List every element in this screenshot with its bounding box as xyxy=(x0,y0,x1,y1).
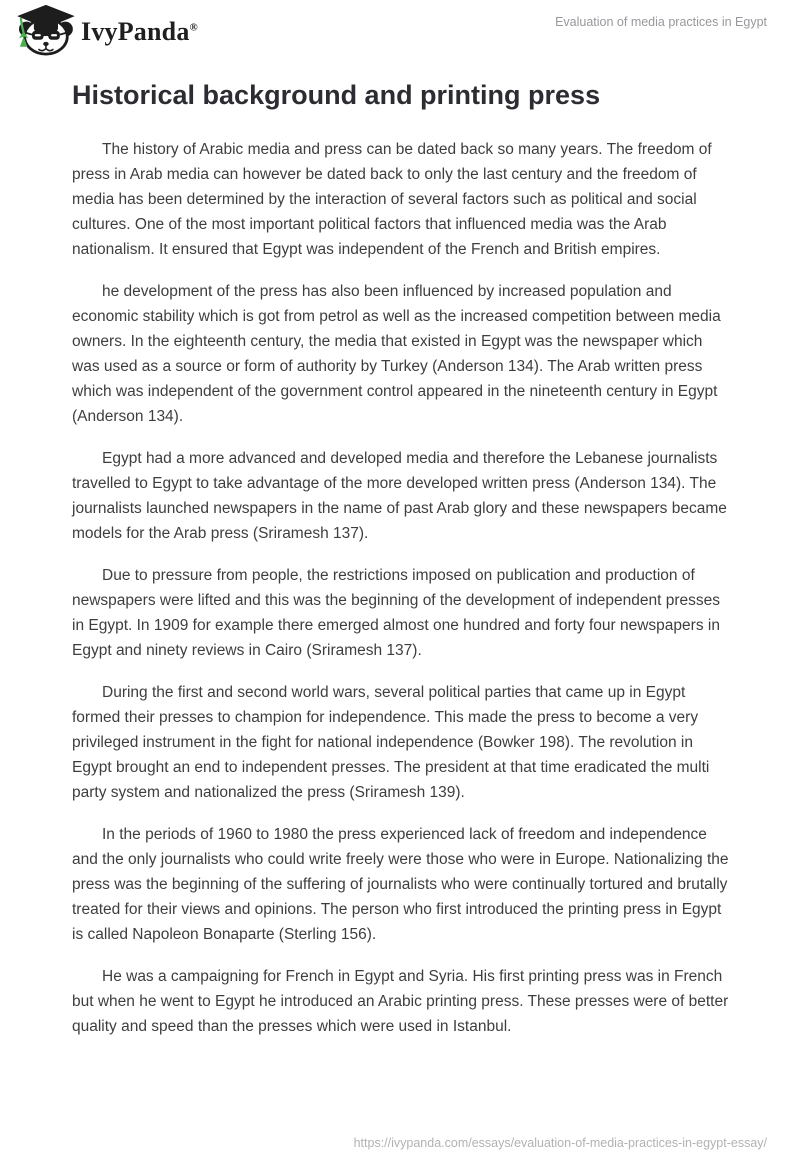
document-title: Evaluation of media practices in Egypt xyxy=(555,15,767,29)
paragraph-6: In the periods of 1960 to 1980 the press experienced lack of freedom and independence and the only journalists who could write freely were those who were in Europe. Nationalizing the press was the beginning of the suffering of journalists who were continually tortured and brutally treated for their views and opinions. The person who first introduced the printing press in Egypt is called Napoleon Bonaparte (Sterling 156). xyxy=(72,826,729,943)
paragraph-7: He was a campaigning for French in Egypt and Syria. His first printing press was in French but when he went to Egypt he introduced an Arabic printing press. These presses were of better quality and speed than the presses which were used in Istanbul. xyxy=(72,968,729,1035)
source-url-link[interactable]: https://ivypanda.com/essays/evaluation-of-media-practices-in-egypt-essay/ xyxy=(353,1136,767,1150)
ivypanda-brand[interactable] xyxy=(14,4,198,56)
panda-graduation-cap-icon xyxy=(14,4,76,56)
brand-wordmark: IvyPanda xyxy=(81,17,190,46)
section-heading: Historical background and printing press xyxy=(72,80,601,110)
page-footer xyxy=(354,1136,767,1150)
paragraph-1: The history of Arabic media and press can be dated back so many years. The freedom of press in Arab media can however be dated back to only the last century and the freedom of media has been determined by the interaction of several factors such as political and social cultures. One of the most important political factors that influenced media was the Arab nationalism. It ensured that Egypt was independent of the French and British empires. xyxy=(72,141,712,258)
brand-name xyxy=(81,15,198,45)
paragraph-4: Due to pressure from people, the restrictions imposed on publication and production of newspapers were lifted and this was the beginning of the development of independent presses in Egypt. In 1909 for example there emerged almost one hundred and forty four newspapers in Egypt and ninety reviews in Cairo (Sriramesh 137). xyxy=(72,567,720,659)
paragraph-2: he development of the press has also been influenced by increased population and economic stability which is got from petrol as well as the increased competition between media owners. In the eighteenth century, the media that existed in Egypt was the newspaper which was used as a source or form of authority by Turkey (Anderson 134). The Arab written press which was independent of the government control appeared in the nineteenth century in Egypt (Anderson 134). xyxy=(72,283,721,425)
paragraph-3: Egypt had a more advanced and developed media and therefore the Lebanese journalists travelled to Egypt to take advantage of the more developed written press (Anderson 134). The journalists launched newspapers in the name of past Arab glory and these newspapers became models for the Arab press (Sriramesh 137). xyxy=(72,450,727,542)
essay-content xyxy=(0,80,734,1039)
registered-trademark-symbol: ® xyxy=(189,21,198,34)
paragraph-5: During the first and second world wars, several political parties that came up in Egypt formed their presses to champion for independence. This made the press to become a very privileged instrument in the fight for national independence (Bowker 198). The revolution in Egypt brought an end to independent presses. The president at that time eradicated the multi party system and nationalized the press (Sriramesh 139). xyxy=(72,684,710,801)
page-header xyxy=(0,0,800,62)
